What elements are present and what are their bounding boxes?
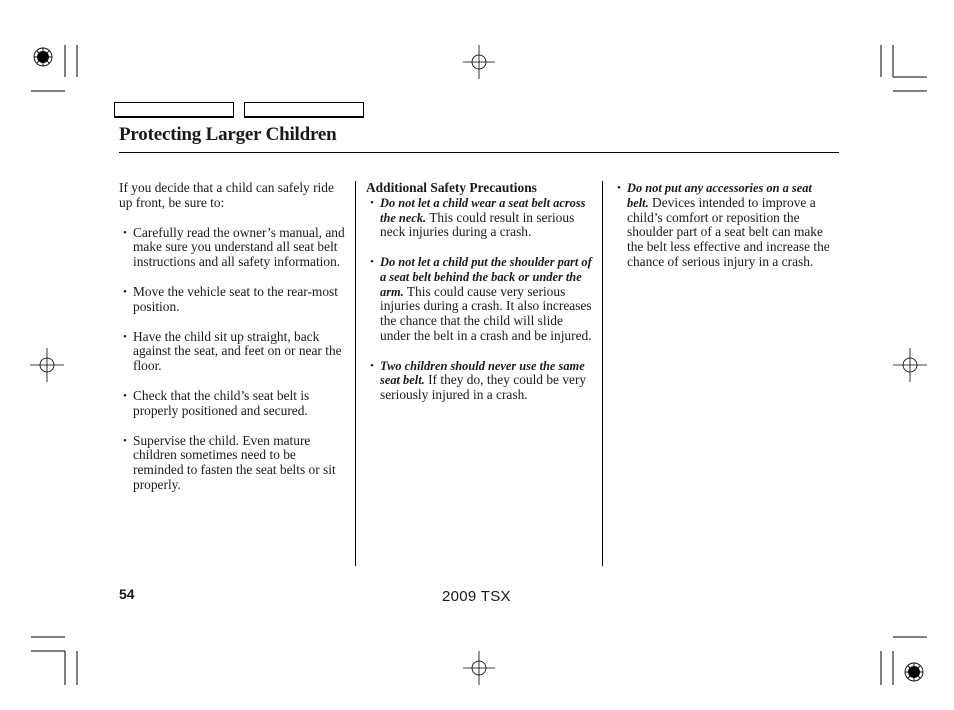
column-divider-1 xyxy=(355,181,356,566)
item-text: Devices intended to improve a child’s comfort or reposition the shoulder part of a seat belt can make the belt less effective and increase the chance of serious injury in a crash. xyxy=(627,194,830,269)
item-emphasis: Do not let a child wear a seat belt across the neck. xyxy=(380,195,586,225)
intro-paragraph: If you decide that a child can safely ride up front, be sure to: xyxy=(119,180,334,210)
item-text: If they do, they could be very seriously injured in a crash. xyxy=(380,372,587,403)
header-tab-box-left xyxy=(114,102,234,118)
column-3 xyxy=(613,181,835,270)
item-emphasis: Do not let a child put the shoulder part of a seat belt behind the back or under the arm. xyxy=(380,254,592,299)
list-item xyxy=(613,181,835,270)
title-rule xyxy=(119,152,839,153)
registration-mark-top xyxy=(463,45,495,79)
list-item: • Carefully read the owner’s manual, and make sure you understand all seat belt instructions and all safety information. xyxy=(119,226,349,270)
list-item: • Move the vehicle seat to the rear-most position. xyxy=(119,285,349,315)
list-item: • Supervise the child. Even mature children sometimes need to be reminded to fasten the seat belts or sit properly. xyxy=(119,434,349,493)
accessory-warning-list xyxy=(613,181,835,270)
list-item xyxy=(366,255,596,344)
item-text: This could result in serious neck injuries during a crash. xyxy=(380,209,575,240)
additional-precaution-list xyxy=(366,196,596,403)
column-2 xyxy=(366,181,596,403)
page-number: 54 xyxy=(119,586,135,602)
list-item xyxy=(366,196,596,240)
section-heading: Additional Safety Precautions xyxy=(366,180,537,195)
item-emphasis: Two children should never use the same seat belt. xyxy=(380,358,585,388)
list-item: • Check that the child’s seat belt is properly positioned and secured. xyxy=(119,389,349,419)
list-item: • Have the child sit up straight, back against the seat, and feet on or near the floor. xyxy=(119,330,349,374)
precaution-list xyxy=(119,226,349,493)
item-text: This could cause very serious injuries during a crash. It also increases the chance that the child will slide under the belt in a crash and be injured. xyxy=(380,283,592,343)
item-emphasis: Do not put any accessories on a seat belt. xyxy=(627,181,812,210)
header-tab-box-right xyxy=(244,102,364,118)
page-title: Protecting Larger Children xyxy=(119,124,337,145)
model-label: 2009 TSX xyxy=(442,588,511,605)
column-1 xyxy=(119,181,349,493)
column-divider-2 xyxy=(602,181,603,566)
list-item xyxy=(366,359,596,403)
